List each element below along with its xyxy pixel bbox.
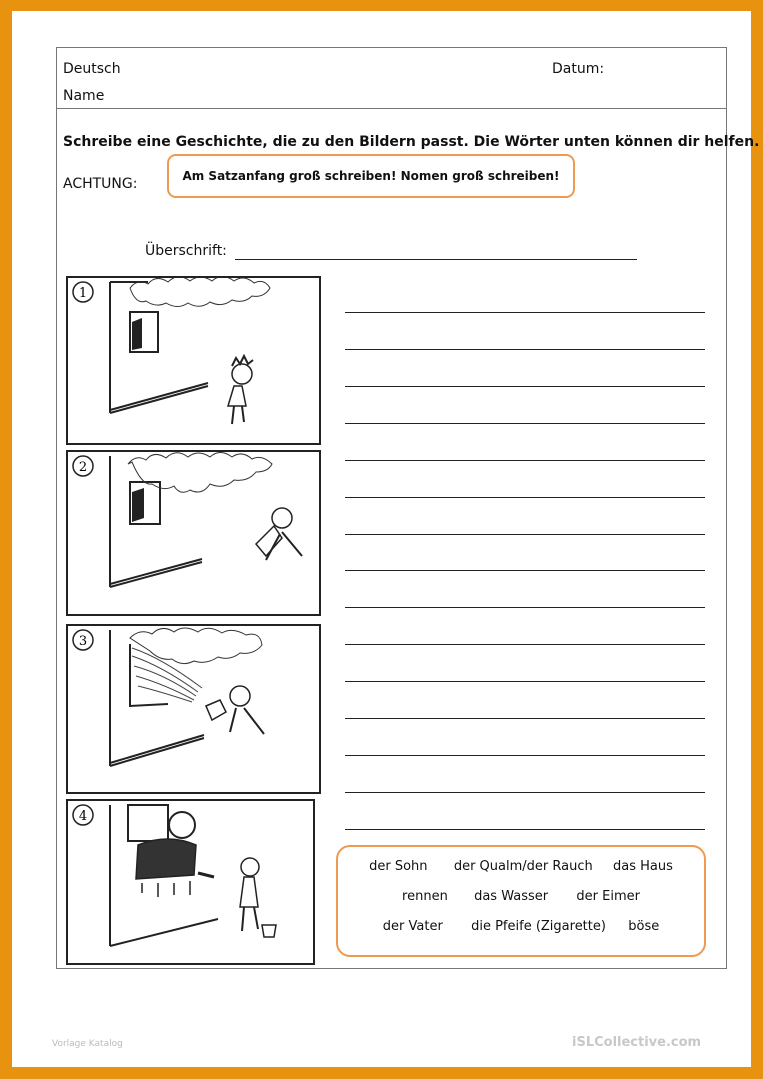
writing-line[interactable] [345, 386, 705, 387]
word-item: der Eimer [576, 889, 640, 904]
comic-panel-4 [66, 799, 315, 965]
word-item: die Pfeife (Zigarette) [471, 919, 606, 934]
word-item: der Sohn [369, 859, 428, 874]
writing-line[interactable] [345, 792, 705, 793]
word-bank-row-1 [338, 859, 704, 874]
title-label: Überschrift: [145, 243, 227, 259]
worksheet-frame [56, 47, 760, 969]
panel-3-drawing [68, 626, 319, 792]
word-bank [336, 845, 706, 957]
footer-left-text: Vorlage Katalog [52, 1039, 123, 1049]
date-label: Datum: [552, 61, 605, 77]
writing-line[interactable] [345, 497, 705, 498]
word-bank-row-2 [338, 889, 704, 904]
comic-panel-2 [66, 450, 321, 616]
svg-text:1: 1 [78, 286, 88, 301]
svg-text:4: 4 [78, 809, 88, 824]
task-instruction: Schreibe eine Geschichte, die zu den Bildern passt. Die Wörter unten können dir helfen. [63, 134, 760, 150]
word-item: das Wasser [474, 889, 549, 904]
panel-2-drawing [68, 452, 319, 614]
svg-text:2: 2 [78, 460, 88, 475]
writing-line[interactable] [345, 534, 705, 535]
attention-label: ACHTUNG: [63, 176, 138, 192]
attention-note-text: Am Satzanfang groß schreiben! Nomen groß schreiben! [182, 169, 560, 183]
comic-panel-3 [66, 624, 321, 794]
worksheet-page [12, 11, 760, 1067]
writing-line[interactable] [345, 460, 705, 461]
attention-note [167, 154, 575, 198]
subject-label: Deutsch [63, 61, 121, 77]
writing-line[interactable] [345, 349, 705, 350]
word-item: das Haus [612, 859, 673, 874]
writing-line[interactable] [345, 718, 705, 719]
writing-line[interactable] [345, 423, 705, 424]
writing-line[interactable] [345, 755, 705, 756]
writing-line[interactable] [345, 312, 705, 313]
writing-line[interactable] [345, 570, 705, 571]
word-item: der Qualm/der Rauch [453, 859, 593, 874]
writing-line[interactable] [345, 644, 705, 645]
writing-line[interactable] [345, 681, 705, 682]
writing-line[interactable] [345, 829, 705, 830]
panel-4-drawing [68, 801, 313, 963]
word-item: rennen [402, 889, 448, 904]
writing-line[interactable] [345, 607, 705, 608]
word-item: der Vater [382, 919, 443, 934]
word-item: böse [628, 919, 660, 934]
footer-watermark: iSLCollective.com [572, 1035, 702, 1050]
name-label: Name [63, 88, 105, 104]
word-bank-row-3 [338, 919, 704, 934]
title-write-line[interactable] [235, 259, 637, 260]
svg-text:3: 3 [78, 634, 88, 649]
header-divider [57, 108, 726, 109]
panel-1-drawing [68, 278, 319, 443]
comic-panel-1 [66, 276, 321, 445]
